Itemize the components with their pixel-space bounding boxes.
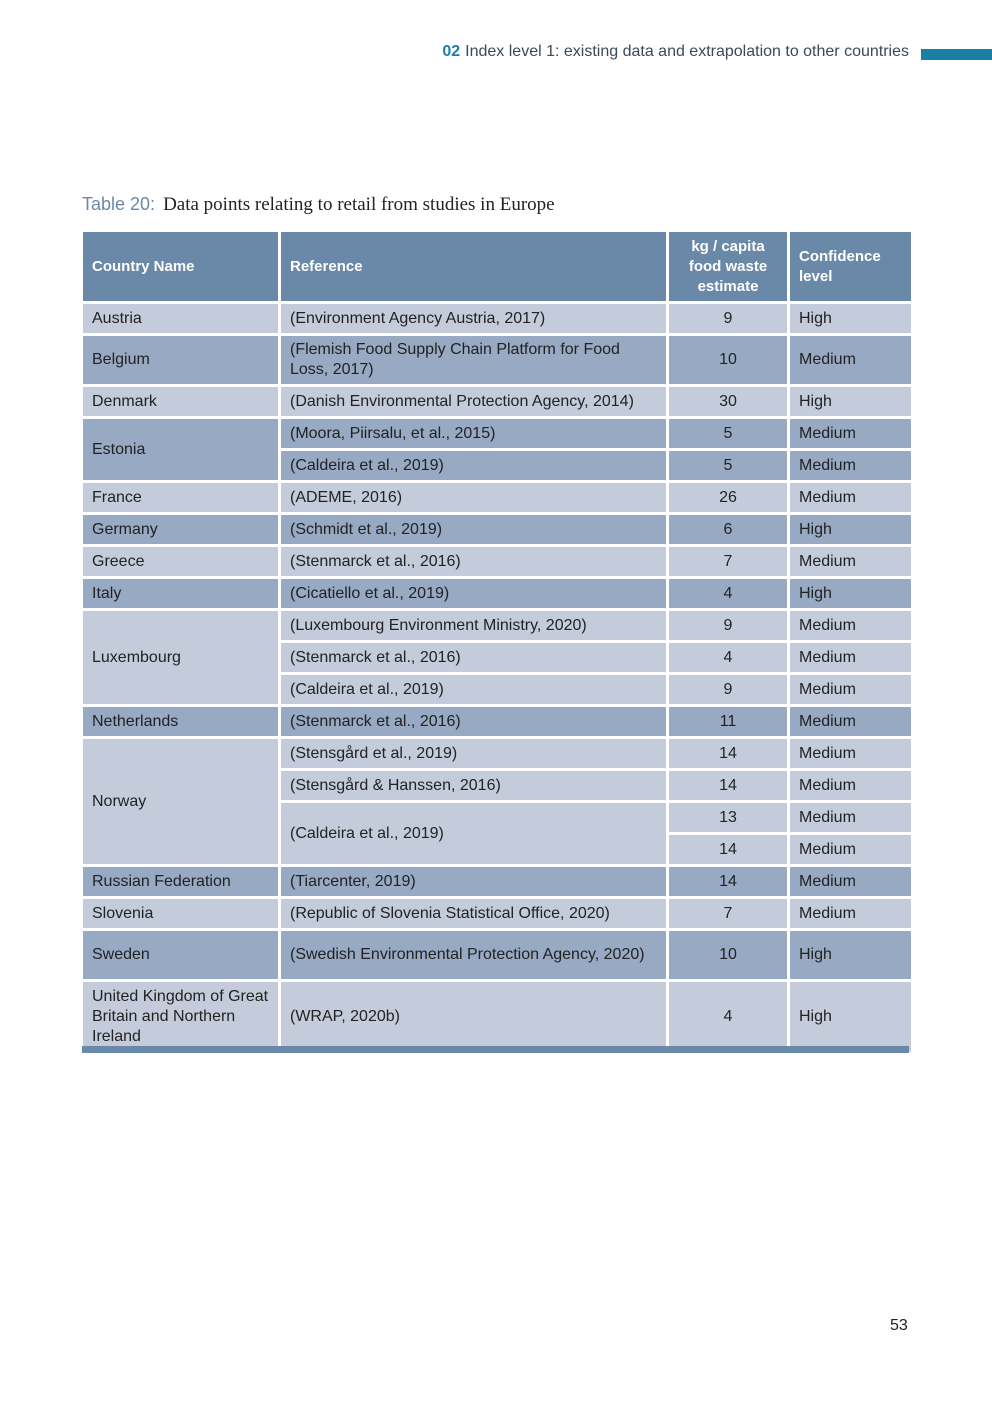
country-cell: Slovenia [83,899,278,928]
reference-cell: (Stenmarck et al., 2016) [281,547,666,576]
confidence-cell: Medium [790,611,911,640]
reference-cell: (Danish Environmental Protection Agency, 2014) [281,387,666,416]
table-row [83,515,911,544]
confidence-cell: Medium [790,739,911,768]
table-row [83,579,911,608]
kg-cell: 5 [669,419,787,448]
reference-cell: (Moora, Piirsalu, et al., 2015) [281,419,666,448]
country-cell: Austria [83,304,278,333]
country-cell: Belgium [83,336,278,384]
reference-cell: (Luxembourg Environment Ministry, 2020) [281,611,666,640]
confidence-cell: High [790,515,911,544]
table-row [83,387,911,416]
country-cell: Germany [83,515,278,544]
confidence-cell: Medium [790,483,911,512]
reference-cell: (Stenmarck et al., 2016) [281,707,666,736]
confidence-cell: High [790,387,911,416]
page-number: 53 [890,1317,908,1334]
confidence-cell: Medium [790,835,911,864]
confidence-cell: Medium [790,803,911,832]
kg-cell: 4 [669,982,787,1052]
reference-cell: (Flemish Food Supply Chain Platform for Food Loss, 2017) [281,336,666,384]
confidence-cell: High [790,982,911,1052]
section-title: Index level 1: existing data and extrapolation to other countries [465,43,909,60]
confidence-cell: Medium [790,899,911,928]
kg-cell: 26 [669,483,787,512]
table-row [83,611,911,640]
confidence-cell: Medium [790,547,911,576]
table-caption-title: Data points relating to retail from studies in Europe [163,194,555,215]
reference-cell: (Stensgård et al., 2019) [281,739,666,768]
running-header [442,43,909,61]
table-row [83,739,911,768]
country-cell: Sweden [83,931,278,979]
country-cell: Russian Federation [83,867,278,896]
country-cell: France [83,483,278,512]
confidence-cell: High [790,304,911,333]
confidence-cell: Medium [790,451,911,480]
table-header-row [83,232,911,301]
confidence-cell: Medium [790,419,911,448]
reference-cell: (Caldeira et al., 2019) [281,451,666,480]
confidence-cell: Medium [790,707,911,736]
table-row [83,304,911,333]
reference-cell: (Republic of Slovenia Statistical Office, 2020) [281,899,666,928]
confidence-cell: Medium [790,336,911,384]
kg-cell: 13 [669,803,787,832]
table-bottom-rule [82,1046,909,1053]
kg-cell: 14 [669,739,787,768]
kg-cell: 14 [669,771,787,800]
table-caption-label: Table 20: [82,194,156,214]
country-cell: Denmark [83,387,278,416]
section-number: 02 [442,43,461,60]
country-cell: Italy [83,579,278,608]
country-cell: Estonia [83,419,278,480]
reference-cell: (Swedish Environmental Protection Agency, 2020) [281,931,666,979]
table-row [83,931,911,979]
retail-data-table [80,229,914,1055]
reference-cell: (Caldeira et al., 2019) [281,675,666,704]
kg-cell: 7 [669,547,787,576]
reference-cell: (Cicatiello et al., 2019) [281,579,666,608]
kg-cell: 9 [669,675,787,704]
reference-cell: (Schmidt et al., 2019) [281,515,666,544]
table-caption [82,194,555,216]
kg-cell: 7 [669,899,787,928]
kg-cell: 11 [669,707,787,736]
kg-cell: 5 [669,451,787,480]
reference-cell: (Tiarcenter, 2019) [281,867,666,896]
header-accent-bar [921,49,992,60]
table-row [83,899,911,928]
kg-cell: 6 [669,515,787,544]
confidence-cell: Medium [790,867,911,896]
kg-cell: 14 [669,867,787,896]
reference-cell: (WRAP, 2020b) [281,982,666,1052]
table-row [83,867,911,896]
confidence-cell: Medium [790,643,911,672]
table-row [83,483,911,512]
reference-cell: (Environment Agency Austria, 2017) [281,304,666,333]
kg-cell: 9 [669,611,787,640]
reference-cell: (Caldeira et al., 2019) [281,803,666,864]
kg-cell: 9 [669,304,787,333]
confidence-cell: High [790,579,911,608]
header-country: Country Name [83,232,278,301]
reference-cell: (Stenmarck et al., 2016) [281,643,666,672]
kg-cell: 4 [669,643,787,672]
table-row [83,336,911,384]
country-cell: United Kingdom of Great Britain and Northern Ireland [83,982,278,1052]
country-cell: Luxembourg [83,611,278,704]
header-kg-estimate: kg / capita food waste estimate [669,232,787,301]
table-row [83,547,911,576]
table-row [83,707,911,736]
table-row [83,982,911,1052]
reference-cell: (Stensgård & Hanssen, 2016) [281,771,666,800]
kg-cell: 4 [669,579,787,608]
confidence-cell: High [790,931,911,979]
kg-cell: 10 [669,336,787,384]
country-cell: Norway [83,739,278,864]
country-cell: Greece [83,547,278,576]
reference-cell: (ADEME, 2016) [281,483,666,512]
header-reference: Reference [281,232,666,301]
header-confidence: Confidence level [790,232,911,301]
confidence-cell: Medium [790,771,911,800]
kg-cell: 10 [669,931,787,979]
country-cell: Netherlands [83,707,278,736]
table-row [83,419,911,448]
kg-cell: 14 [669,835,787,864]
confidence-cell: Medium [790,675,911,704]
kg-cell: 30 [669,387,787,416]
